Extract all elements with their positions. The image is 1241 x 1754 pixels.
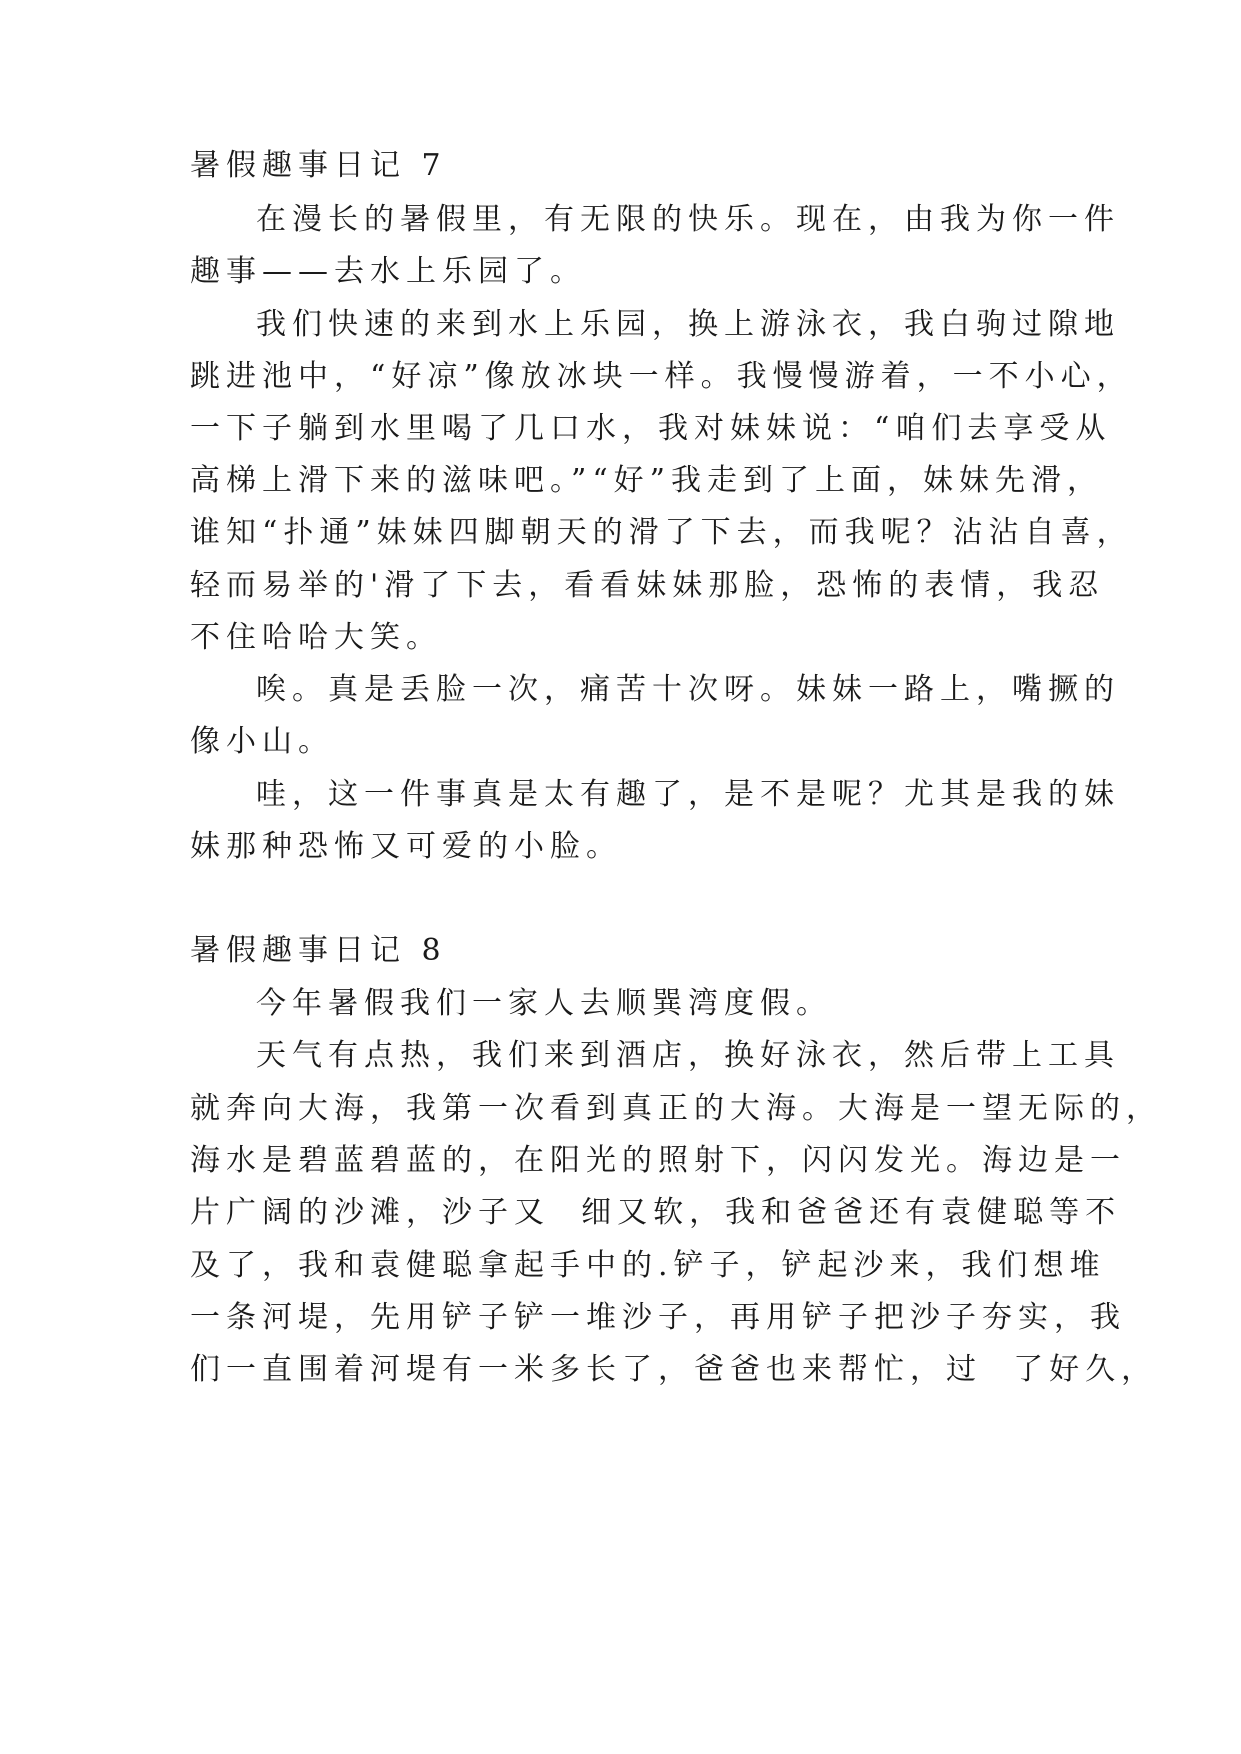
paragraph-line: 天气有点热，我们来到酒店，换好泳衣，然后带上工具 bbox=[256, 1038, 1120, 1073]
paragraph-line: 就奔向大海，我第一次看到真正的大海。大海是一望无际的， bbox=[190, 1091, 1162, 1126]
paragraph-line: 不住哈哈大笑。 bbox=[190, 620, 442, 655]
paragraph-line: 在漫长的暑假里，有无限的快乐。现在，由我为你一件 bbox=[256, 202, 1120, 237]
paragraph-line: 妹那种恐怖又可爱的小脸。 bbox=[190, 829, 622, 864]
paragraph-line: 今年暑假我们一家人去顺巽湾度假。 bbox=[256, 986, 832, 1021]
paragraph-line: 像小山。 bbox=[190, 724, 334, 759]
paragraph-line: 跳进池中，“好凉”像放冰块一样。我慢慢游着，一不小心， bbox=[190, 359, 1133, 394]
entry-title: 暑假趣事日记 8 bbox=[190, 933, 447, 968]
paragraph-line: 一下子躺到水里喝了几口水，我对妹妹说：“咱们去享受从 bbox=[190, 411, 1112, 446]
paragraph-line: 片广阔的沙滩，沙子又 细又软，我和爸爸还有袁健聪等不 bbox=[190, 1195, 1122, 1230]
paragraph-line: 高梯上滑下来的滋味吧。”“好”我走到了上面，妹妹先滑， bbox=[190, 463, 1104, 498]
paragraph-line: 及了，我和袁健聪拿起手中的.铲子，铲起沙来，我们想堆 bbox=[190, 1248, 1106, 1283]
paragraph-line: 一条河堤，先用铲子铲一堆沙子，再用铲子把沙子夯实，我 bbox=[190, 1300, 1126, 1335]
paragraph-line: 谁知“扑通”妹妹四脚朝天的滑了下去，而我呢？沾沾自喜， bbox=[190, 515, 1133, 550]
paragraph-line: 们一直围着河堤有一米多长了，爸爸也来帮忙，过 了好久， bbox=[190, 1352, 1158, 1387]
paragraph-line: 海水是碧蓝碧蓝的，在阳光的照射下，闪闪发光。海边是一 bbox=[190, 1143, 1126, 1178]
paragraph-line: 哇，这一件事真是太有趣了，是不是呢？尤其是我的妹 bbox=[256, 777, 1120, 812]
entry-title: 暑假趣事日记 7 bbox=[190, 148, 447, 183]
paragraph-line: 唉。真是丢脸一次，痛苦十次呀。妹妹一路上，嘴撅的 bbox=[256, 672, 1120, 707]
paragraph-line: 轻而易举的'滑了下去，看看妹妹那脸，恐怖的表情，我忍 bbox=[190, 568, 1105, 603]
paragraph-line: 趣事——去水上乐园了。 bbox=[190, 254, 586, 289]
paragraph-line: 我们快速的来到水上乐园，换上游泳衣，我白驹过隙地 bbox=[256, 307, 1120, 342]
